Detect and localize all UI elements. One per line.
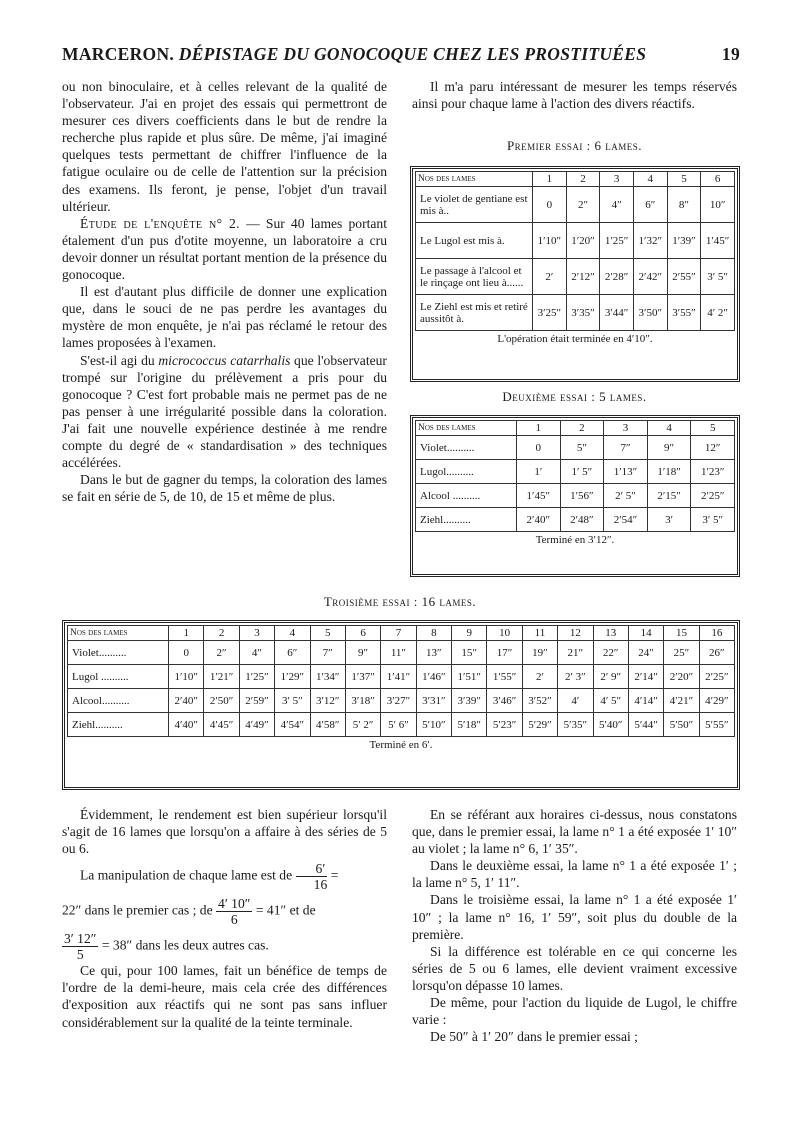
table-cell: 3′25″ [533, 295, 567, 331]
table-cell: 3′12″ [310, 689, 345, 713]
table-cell: 2″ [566, 187, 600, 223]
table-cell: 1′25″ [600, 223, 634, 259]
header-title: DÉPISTAGE DU GONOCOQUE CHEZ LES PROSTITUÉES [178, 44, 647, 64]
table-cell: 5′ 6″ [381, 713, 416, 737]
numerator: 4′ 10″ [218, 896, 251, 912]
table-cell: 24″ [628, 641, 663, 665]
table-cell: 6″ [275, 641, 310, 665]
column-header: 2 [204, 626, 239, 641]
table-row [68, 689, 735, 713]
table-cell: 2″ [204, 641, 239, 665]
table-row [416, 223, 735, 259]
table-cell: 1′45″ [517, 484, 561, 508]
table-row [416, 259, 735, 295]
table-cell: 1′10″ [533, 223, 567, 259]
table-cell: 2′54″ [604, 508, 648, 532]
table-footer: Terminé en 3′12″. [535, 534, 615, 546]
table-cell: 0 [517, 436, 561, 460]
species-name: micrococcus catarrhalis [158, 352, 291, 368]
paragraph-formula [62, 861, 387, 892]
column-header: 9 [452, 626, 487, 641]
column-header: 13 [593, 626, 628, 641]
column-header: 12 [558, 626, 593, 641]
fraction [216, 896, 252, 927]
table-cell: 4′29″ [699, 689, 734, 713]
table-cell: 3′ [647, 508, 691, 532]
table-cell: 1′18″ [647, 460, 691, 484]
table-cell: 3′46″ [487, 689, 522, 713]
table-cell: 22″ [593, 641, 628, 665]
table-cell: 3′50″ [633, 295, 667, 331]
table-cell: 1′ [517, 460, 561, 484]
table-cell: 1′55″ [487, 665, 522, 689]
table2-caption: Deuxième essai : 5 lames. [502, 389, 647, 404]
table-cell: 9″ [345, 641, 380, 665]
column-header-label: Nos des lames [416, 172, 533, 187]
table-cell: 0 [169, 641, 204, 665]
table-cell: 1′45″ [701, 223, 735, 259]
table-cell: 4″ [239, 641, 274, 665]
table-cell: 4′14″ [628, 689, 663, 713]
column-header: 5 [667, 172, 701, 187]
table-cell: 21″ [558, 641, 593, 665]
column-header-label: Nos des lames [68, 626, 169, 641]
row-label: Le Lugol est mis à. [416, 223, 533, 259]
table-cell: 3′ 5″ [275, 689, 310, 713]
text-span: = [330, 867, 339, 883]
column-header: 1 [533, 172, 567, 187]
table-cell: 2′25″ [691, 484, 735, 508]
table-cell: 5′ 2″ [345, 713, 380, 737]
table-cell: 3′ 5″ [701, 259, 735, 295]
text-span: que l'observateur trompé sur l'origine du prélèvement a pris pour du gonocoque ? C'est fort probable mais ne permet pas de ne pas penser à une irrégularité possible dans la coloration. J'ai fait une nouvelle expérience destinée à me rendre compte du degré de « standardisation » des techniques accélérées. [62, 352, 387, 471]
table-cell: 4′40″ [169, 713, 204, 737]
table3-grid [67, 625, 735, 752]
column-header: 11 [522, 626, 557, 641]
table-row [68, 665, 735, 689]
table-cell: 5′18″ [452, 713, 487, 737]
column-header: 1 [169, 626, 204, 641]
table-cell: 2′40″ [517, 508, 561, 532]
denominator: 6 [230, 912, 238, 928]
paragraph: En se référant aux horaires ci-dessus, nous constatons que, dans le premier essai, la lame n° 1 a été exposée 1′ 10″ au violet ; la lame n° 6, 1′ 35″. [412, 807, 737, 857]
column-header: 2 [560, 421, 604, 436]
column-header: 5 [310, 626, 345, 641]
row-label: Lugol.......... [416, 460, 517, 484]
table-footer-row [416, 532, 735, 548]
row-label: Ziehl.......... [68, 713, 169, 737]
table-cell: 15″ [452, 641, 487, 665]
table-cell: 3′ 5″ [691, 508, 735, 532]
table-cell: 2′50″ [204, 689, 239, 713]
table-cell: 1′ 5″ [560, 460, 604, 484]
fraction [62, 931, 98, 962]
table-cell: 5″ [560, 436, 604, 460]
column-header: 3 [604, 421, 648, 436]
column-header: 16 [699, 626, 734, 641]
right-column-intro [412, 78, 737, 112]
table-cell: 1′34″ [310, 665, 345, 689]
text-span: S'est-il agi du [80, 352, 155, 368]
row-label: Alcool .......... [416, 484, 517, 508]
paragraph: Évidemment, le rendement est bien supérieur lorsqu'il s'agit de 16 lames que lorsqu'on a affaire à des séries de 5 ou 6. [62, 807, 387, 857]
table-cell: 1′41″ [381, 665, 416, 689]
row-label: Violet.......... [416, 436, 517, 460]
table-cell: 2′12″ [566, 259, 600, 295]
table-row [68, 641, 735, 665]
table-cell: 1′37″ [345, 665, 380, 689]
bottom-right-column [412, 806, 737, 1045]
column-header: 5 [691, 421, 735, 436]
header-author: MARCERON. [62, 44, 175, 64]
table-cell: 4′45″ [204, 713, 239, 737]
paragraph: De même, pour l'action du liquide de Lugol, le chiffre varie : [412, 995, 737, 1028]
table-cell: 5′50″ [664, 713, 699, 737]
table-cell: 5′29″ [522, 713, 557, 737]
table-cell: 3′27″ [381, 689, 416, 713]
running-header [62, 44, 740, 65]
table-row [416, 484, 735, 508]
paragraph: ou non binoculaire, et à celles relevant de la qualité de l'observateur. J'ai en projet des essais qui permettront de mesurer ces divers coefficients dans le but de rendre la recherche plus rapide et plus sûre. De même, j'ai imaginé quelques tests permettant de chiffrer l'influence de la fatigue oculaire ou de celle de l'attention sur la précision des examens. Ils feront, je pense, l'objet d'un travail ultérieur. [62, 79, 387, 214]
column-header: 6 [345, 626, 380, 641]
column-header: 8 [416, 626, 451, 641]
table-cell: 1′21″ [204, 665, 239, 689]
table-cell: 13″ [416, 641, 451, 665]
table-cell: 26″ [699, 641, 734, 665]
table-cell: 2′14″ [628, 665, 663, 689]
left-column-text [62, 78, 387, 505]
table-header-row [416, 421, 735, 436]
table-cell: 5′44″ [628, 713, 663, 737]
table-row [416, 508, 735, 532]
table-cell: 17″ [487, 641, 522, 665]
table-cell: 8″ [667, 187, 701, 223]
table-cell: 2′ 9″ [593, 665, 628, 689]
table-cell: 2′48″ [560, 508, 604, 532]
table-cell: 3′31″ [416, 689, 451, 713]
column-header: 7 [381, 626, 416, 641]
table-header-row [416, 172, 735, 187]
table-cell: 1′56″ [560, 484, 604, 508]
table-cell: 5′23″ [487, 713, 522, 737]
table-header-row [68, 626, 735, 641]
paragraph-formula [62, 896, 387, 927]
table3 [62, 620, 740, 790]
paragraph: Dans le but de gagner du temps, la coloration des lames se fait en série de 5, de 10, de 15 et même de plus. [62, 472, 387, 505]
column-header: 4 [633, 172, 667, 187]
table-cell: 9″ [647, 436, 691, 460]
text-span: = 38″ dans les deux autres cas. [101, 937, 269, 953]
table-cell: 2′28″ [600, 259, 634, 295]
table-cell: 2′20″ [664, 665, 699, 689]
paragraph-formula [62, 931, 387, 962]
table-cell: 10″ [701, 187, 735, 223]
column-header: 6 [701, 172, 735, 187]
table-row [416, 295, 735, 331]
numerator: 3′ 12″ [64, 931, 97, 947]
table-cell: 4′ [558, 689, 593, 713]
paragraph: Il est d'autant plus difficile de donner une explication que, dans le souci de ne pas perdre les avantages du mystère de mon enquête, je n'ai pas réclamé le retour des lames proposées à l'examen. [62, 284, 387, 351]
column-header: 4 [647, 421, 691, 436]
etude-label: Étude de l'enquête n° 2. [80, 215, 240, 231]
table-footer: Terminé en 6′. [369, 739, 433, 751]
paragraph-sagi [62, 352, 387, 472]
table-cell: 7″ [604, 436, 648, 460]
table-cell: 2′40″ [169, 689, 204, 713]
table-cell: 1′29″ [275, 665, 310, 689]
table-cell: 1′20″ [566, 223, 600, 259]
table-cell: 1′10″ [169, 665, 204, 689]
paragraph: Dans le deuxième essai, la lame n° 1 a été exposée 1′ ; la lame n° 5, 1′ 11″. [412, 858, 737, 891]
table1-grid [415, 171, 735, 346]
table-cell: 2′ 3″ [558, 665, 593, 689]
table-footer-row [416, 331, 735, 347]
column-header: 4 [275, 626, 310, 641]
page-number: 19 [721, 44, 740, 64]
row-label: Violet.......... [68, 641, 169, 665]
table-cell: 2′15″ [647, 484, 691, 508]
table2-grid [415, 420, 735, 547]
table-cell: 5′35″ [558, 713, 593, 737]
table-cell: 2′ [533, 259, 567, 295]
table-cell: 12″ [691, 436, 735, 460]
table-cell: 1′25″ [239, 665, 274, 689]
table-row [416, 460, 735, 484]
row-label: Le violet de gentiane est mis à.. [416, 187, 533, 223]
table-cell: 1′46″ [416, 665, 451, 689]
column-header: 1 [517, 421, 561, 436]
column-header: 3 [600, 172, 634, 187]
table1-caption: Premier essai : 6 lames. [506, 138, 643, 153]
table-cell: 4″ [600, 187, 634, 223]
bottom-left-column [62, 806, 387, 1031]
paragraph: Ce qui, pour 100 lames, fait un bénéfice de temps de l'ordre de la demi-heure, mais cela crée des différences d'exposition aux réactifs qui ne sont pas sans influer considérablement sur la qualité de la teinte terminale. [62, 963, 387, 1030]
table-row [68, 713, 735, 737]
table-cell: 1′32″ [633, 223, 667, 259]
table-cell: 2′59″ [239, 689, 274, 713]
table-cell: 7″ [310, 641, 345, 665]
table1 [410, 166, 740, 382]
table-footer: L'opération était terminée en 4′10″. [497, 333, 653, 345]
table-cell: 1′23″ [691, 460, 735, 484]
table-cell: 4′49″ [239, 713, 274, 737]
text-span: La manipulation de chaque lame est de [80, 867, 293, 883]
column-header-label: Nos des lames [416, 421, 517, 436]
table-cell: 25″ [664, 641, 699, 665]
table-cell: 2′25″ [699, 665, 734, 689]
etude-text: — Sur 40 lames portant étalement d'un pus d'otite moyenne, un laboratoire a cru devoir donner un résultat portant mention de la présence du gonocoque. [62, 215, 387, 283]
table-cell: 3′44″ [600, 295, 634, 331]
table-cell: 3′35″ [566, 295, 600, 331]
paragraph-etude [62, 215, 387, 283]
table-cell: 2′ 5″ [604, 484, 648, 508]
row-label: Ziehl.......... [416, 508, 517, 532]
paragraph: Dans le troisième essai, la lame n° 1 a été exposée 1′ 10″ ; la lame n° 16, 1′ 59″, soit plus du double de la première. [412, 892, 737, 942]
table-row [416, 436, 735, 460]
table-cell: 3′18″ [345, 689, 380, 713]
column-header: 2 [566, 172, 600, 187]
table-cell: 4′ 5″ [593, 689, 628, 713]
table-cell: 4′58″ [310, 713, 345, 737]
table-cell: 19″ [522, 641, 557, 665]
row-label: Le Ziehl est mis et retiré aussitôt à. [416, 295, 533, 331]
table-cell: 5′55″ [699, 713, 734, 737]
row-label: Le passage à l'alcool et le rinçage ont lieu à...... [416, 259, 533, 295]
table-cell: 3′55″ [667, 295, 701, 331]
table2 [410, 415, 740, 577]
row-label: Alcool.......... [68, 689, 169, 713]
table-cell: 3′39″ [452, 689, 487, 713]
paragraph: Il m'a paru intéressant de mesurer les temps réservés ainsi pour chaque lame à l'action des divers réactifs. [412, 79, 737, 112]
row-label: Lugol .......... [68, 665, 169, 689]
table-cell: 4′21″ [664, 689, 699, 713]
table-cell: 2′42″ [633, 259, 667, 295]
text-span: 22″ dans le premier cas ; de [62, 902, 213, 918]
table-cell: 2′ [522, 665, 557, 689]
table-cell: 5′40″ [593, 713, 628, 737]
table-cell: 2′55″ [667, 259, 701, 295]
denominator: 16 [313, 877, 328, 893]
table-cell: 0 [533, 187, 567, 223]
text-span: = 41″ et de [255, 902, 316, 918]
table-cell: 6″ [633, 187, 667, 223]
table-cell: 1′13″ [604, 460, 648, 484]
paragraph: Si la différence est tolérable en ce qui concerne les séries de 5 ou 6 lames, elle devient vraiment excessive lorsqu'on dépasse 10 lames. [412, 943, 737, 993]
numerator: 6′ [296, 861, 328, 877]
table3-caption: Troisième essai : 16 lames. [323, 594, 477, 609]
column-header: 15 [664, 626, 699, 641]
table-cell: 11″ [381, 641, 416, 665]
column-header: 14 [628, 626, 663, 641]
denominator: 5 [76, 947, 84, 963]
paragraph: De 50″ à 1′ 20″ dans le premier essai ; [430, 1029, 638, 1045]
table-footer-row [68, 737, 735, 753]
column-header: 3 [239, 626, 274, 641]
column-header: 10 [487, 626, 522, 641]
table-cell: 1′39″ [667, 223, 701, 259]
table-cell: 4′ 2″ [701, 295, 735, 331]
table-cell: 1′51″ [452, 665, 487, 689]
table-cell: 5′10″ [416, 713, 451, 737]
table-row [416, 187, 735, 223]
fraction [296, 861, 328, 892]
table-cell: 3′52″ [522, 689, 557, 713]
table-cell: 4′54″ [275, 713, 310, 737]
